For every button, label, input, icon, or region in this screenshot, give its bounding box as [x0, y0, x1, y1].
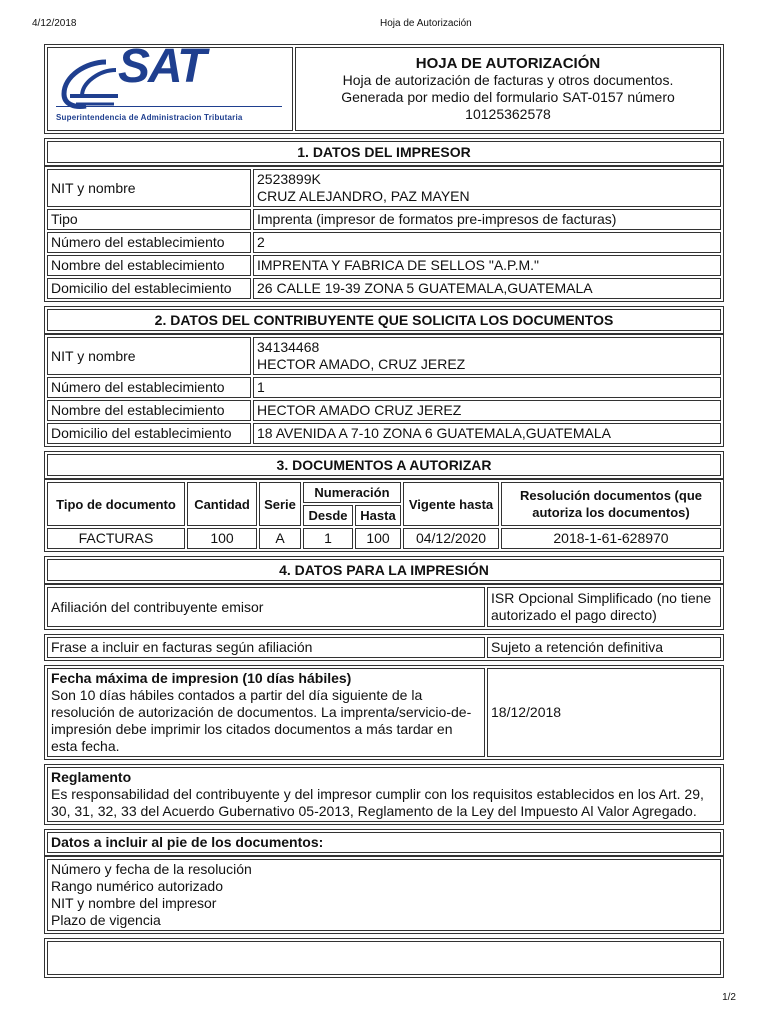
- print-title: Hoja de Autorización: [380, 18, 472, 29]
- deadline-title: Fecha máxima de impresion (10 días hábiles): [51, 670, 352, 686]
- col-desde: Desde: [303, 505, 353, 526]
- cell-cantidad: 100: [187, 528, 257, 549]
- affiliation-value: ISR Opcional Simplificado (no tiene autorizado el pago directo): [487, 587, 721, 627]
- deadline-cell: [47, 668, 485, 757]
- taxpayer-estab-number-value: 1: [253, 377, 721, 398]
- authorization-sheet: [44, 40, 724, 982]
- phrase-value: Sujeto a retención definitiva: [487, 637, 721, 658]
- taxpayer-address-value: 18 AVENIDA A 7-10 ZONA 6 GUATEMALA,GUATEMALA: [253, 423, 721, 444]
- regulation-text: Es responsabilidad del contribuyente y del impresor cumplir con los requisitos establecidos en los Art. 29, 30, 31, 32, 33 del Acuerdo Gubernativo 05-2013, Reglamento de la Ley del Impuesto Al Valor Agregado.: [51, 786, 704, 819]
- printer-nit-value: [253, 169, 721, 207]
- section-1-title: 1. DATOS DEL IMPRESOR: [47, 141, 721, 163]
- affiliation-label: Afiliación del contribuyente emisor: [47, 587, 485, 627]
- page-title: HOJA DE AUTORIZACIÓN: [415, 55, 601, 72]
- taxpayer-nit-label: NIT y nombre: [47, 337, 251, 375]
- footer-data-table: [44, 856, 724, 934]
- list-item: Plazo de vigencia: [51, 912, 161, 928]
- footer-data-list: [47, 859, 721, 931]
- section-printer: [44, 138, 724, 166]
- section-2-title: 2. DATOS DEL CONTRIBUYENTE QUE SOLICITA LOS DOCUMENTOS: [47, 309, 721, 331]
- cell-serie: A: [259, 528, 301, 549]
- taxpayer-estab-name-value: HECTOR AMADO CRUZ JEREZ: [253, 400, 721, 421]
- section-documents: [44, 451, 724, 479]
- regulation-table: [44, 764, 724, 825]
- print-date: 4/12/2018: [32, 18, 77, 29]
- phrase-label: Frase a incluir en facturas según afiliación: [47, 637, 485, 658]
- list-item: NIT y nombre del impresor: [51, 895, 217, 911]
- sat-subtitle: Superintendencia de Administracion Tributaria: [56, 106, 282, 126]
- cell-hasta: 100: [355, 528, 401, 549]
- continuation-cell: [47, 941, 721, 975]
- col-vigente: Vigente hasta: [403, 482, 499, 526]
- deadline-value: 18/12/2018: [487, 668, 721, 757]
- documents-table: [44, 479, 724, 552]
- taxpayer-nit-value: [253, 337, 721, 375]
- printer-estab-number-label: Número del establecimiento: [47, 232, 251, 253]
- taxpayer-name: HECTOR AMADO, CRUZ JEREZ: [257, 356, 466, 372]
- deadline-text: Son 10 días hábiles contados a partir del día siguiente de la resolución de autorización de documentos. La imprenta/servicio-de-impresión debe imprimir los citados documentos a más tardar en esta fecha.: [51, 687, 472, 754]
- table-row: [47, 528, 721, 549]
- footer-data-title-table: [44, 829, 724, 856]
- sat-logo: [52, 40, 284, 126]
- taxpayer-table: [44, 334, 724, 447]
- col-serie: Serie: [259, 482, 301, 526]
- taxpayer-address-label: Domicilio del establecimiento: [47, 423, 251, 444]
- printer-table: [44, 166, 724, 302]
- printer-type-label: Tipo: [47, 209, 251, 230]
- header-text: [295, 47, 721, 131]
- section-4-title: 4. DATOS PARA LA IMPRESIÓN: [47, 559, 721, 581]
- col-cantidad: Cantidad: [187, 482, 257, 526]
- printer-address-label: Domicilio del establecimiento: [47, 278, 251, 299]
- printer-address-value: 26 CALLE 19-39 ZONA 5 GUATEMALA,GUATEMALA: [253, 278, 721, 299]
- printer-nit-label: NIT y nombre: [47, 169, 251, 207]
- col-hasta: Hasta: [355, 505, 401, 526]
- header-line-2: Generada por medio del formulario SAT-0157 número: [341, 89, 675, 105]
- header-table: [44, 40, 724, 134]
- cell-vigente: 04/12/2020: [403, 528, 499, 549]
- continuation-table: [44, 938, 724, 978]
- cell-desde: 1: [303, 528, 353, 549]
- list-item: Rango numérico autorizado: [51, 878, 223, 894]
- header-line-1: Hoja de autorización de facturas y otros documentos.: [342, 72, 674, 88]
- printer-estab-name-label: Nombre del establecimiento: [47, 255, 251, 276]
- section-3-title: 3. DOCUMENTOS A AUTORIZAR: [47, 454, 721, 476]
- printer-name: CRUZ ALEJANDRO, PAZ MAYEN: [257, 188, 470, 204]
- taxpayer-estab-number-label: Número del establecimiento: [47, 377, 251, 398]
- printing-table-3: [44, 665, 724, 760]
- form-number: 10125362578: [465, 106, 551, 122]
- col-resolucion: Resolución documentos (que autoriza los documentos): [501, 482, 721, 526]
- section-printing: [44, 556, 724, 584]
- col-numeracion: Numeración: [303, 482, 401, 503]
- logo-cell: [47, 40, 293, 131]
- cell-resolucion: 2018-1-61-628970: [501, 528, 721, 549]
- sat-wordmark: SAT: [118, 40, 205, 93]
- printing-table-1: [44, 584, 724, 630]
- list-item: Número y fecha de la resolución: [51, 861, 252, 877]
- regulation-cell: [47, 767, 721, 822]
- printing-table-2: [44, 634, 724, 661]
- printer-nit: 2523899K: [257, 171, 321, 187]
- taxpayer-nit: 34134468: [257, 339, 320, 355]
- footer-data-title: Datos a incluir al pie de los documentos:: [47, 832, 721, 853]
- printer-estab-number-value: 2: [253, 232, 721, 253]
- printer-type-value: Imprenta (impresor de formatos pre-impresos de facturas): [253, 209, 721, 230]
- section-taxpayer: [44, 306, 724, 334]
- regulation-title: Reglamento: [51, 769, 132, 785]
- taxpayer-estab-name-label: Nombre del establecimiento: [47, 400, 251, 421]
- cell-tipo: FACTURAS: [47, 528, 185, 549]
- col-tipo: Tipo de documento: [47, 482, 185, 526]
- printer-estab-name-value: IMPRENTA Y FABRICA DE SELLOS "A.P.M.": [253, 255, 721, 276]
- page-number: 1/2: [722, 992, 736, 1003]
